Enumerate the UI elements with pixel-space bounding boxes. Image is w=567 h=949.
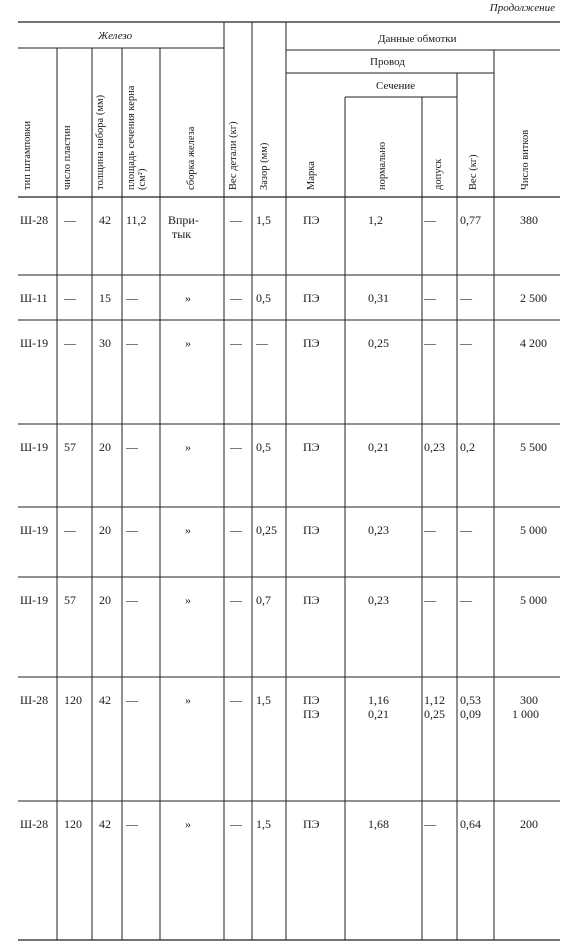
row-5-wire-brand: ПЭ <box>303 523 320 537</box>
col-header-wire-weight: Вес (кг) <box>468 154 479 190</box>
row-1-gap: 1,5 <box>256 213 271 227</box>
row-6-section-nominal: 0,23 <box>368 593 389 607</box>
col-header-core-area: площадь сечения керна (см²) <box>126 85 148 190</box>
row-4-turns: 5 500 <box>520 440 547 454</box>
row-2-section-tolerance: — <box>424 291 436 305</box>
row-8-gap: 1,5 <box>256 817 271 831</box>
row-7-wire-weight: 0,53 <box>460 693 481 707</box>
row-2-wire-weight: — <box>460 291 472 305</box>
row-1-wire-brand: ПЭ <box>303 213 320 227</box>
row-7-gap: 1,5 <box>256 693 271 707</box>
row-4-wire-weight: 0,2 <box>460 440 475 454</box>
row-6-stamp-type: Ш-19 <box>20 593 49 607</box>
col-header-section-tolerance: допуск <box>433 158 444 190</box>
row-3-core-area: — <box>126 336 138 350</box>
row-3-turns: 4 200 <box>520 336 547 350</box>
row-7-section-tolerance-2: 0,25 <box>424 707 445 721</box>
col-header-gap: Зазор (мм) <box>259 142 270 190</box>
col-header-section-nominal: нормально <box>377 141 388 190</box>
row-6-stack-thickness: 20 <box>99 593 111 607</box>
row-2-stack-thickness: 15 <box>99 291 111 305</box>
wire-group-header: Провод <box>370 56 405 68</box>
row-4-stamp-type: Ш-19 <box>20 440 49 454</box>
row-8-part-weight: — <box>230 817 242 831</box>
row-5-gap: 0,25 <box>256 523 277 537</box>
row-3-wire-brand: ПЭ <box>303 336 320 350</box>
row-5-part-weight: — <box>230 523 242 537</box>
row-3-stack-thickness: 30 <box>99 336 111 350</box>
row-5-section-nominal: 0,23 <box>368 523 389 537</box>
row-7-stack-thickness: 42 <box>99 693 111 707</box>
row-8-turns: 200 <box>520 817 538 831</box>
iron-group-header: Железо <box>98 30 133 42</box>
row-7-iron-assembly: » <box>185 693 191 707</box>
row-2-plate-count: — <box>64 291 76 305</box>
row-4-core-area: — <box>126 440 138 454</box>
row-7-section-tolerance: 1,12 <box>424 693 445 707</box>
row-8-iron-assembly: » <box>185 817 191 831</box>
row-6-core-area: — <box>126 593 138 607</box>
row-5-wire-weight: — <box>460 523 472 537</box>
row-6-section-tolerance: — <box>424 593 436 607</box>
col-header-turns: Число витков <box>520 129 531 190</box>
row-2-stamp-type: Ш-11 <box>20 291 48 305</box>
row-7-section-nominal-2: 0,21 <box>368 707 389 721</box>
col-header-stamp-type: тип штамповки <box>22 120 33 190</box>
row-3-stamp-type: Ш-19 <box>20 336 49 350</box>
row-6-wire-brand: ПЭ <box>303 593 320 607</box>
row-1-section-tolerance: — <box>424 213 436 227</box>
row-4-section-nominal: 0,21 <box>368 440 389 454</box>
row-8-stack-thickness: 42 <box>99 817 111 831</box>
row-7-plate-count: 120 <box>64 693 82 707</box>
row-3-iron-assembly: » <box>185 336 191 350</box>
row-4-section-tolerance: 0,23 <box>424 440 445 454</box>
row-6-plate-count: 57 <box>64 593 76 607</box>
row-7-stamp-type: Ш-28 <box>20 693 49 707</box>
row-7-part-weight: — <box>230 693 242 707</box>
row-7-turns-2: 1 000 <box>512 707 539 721</box>
row-3-section-tolerance: — <box>424 336 436 350</box>
row-5-stamp-type: Ш-19 <box>20 523 49 537</box>
row-7-section-nominal: 1,16 <box>368 693 389 707</box>
row-1-stamp-type: Ш-28 <box>20 213 49 227</box>
row-3-part-weight: — <box>230 336 242 350</box>
row-1-stack-thickness: 42 <box>99 213 111 227</box>
row-5-plate-count: — <box>64 523 76 537</box>
row-8-section-tolerance: — <box>424 817 436 831</box>
row-4-part-weight: — <box>230 440 242 454</box>
row-3-section-nominal: 0,25 <box>368 336 389 350</box>
row-6-turns: 5 000 <box>520 593 547 607</box>
row-8-stamp-type: Ш-28 <box>20 817 49 831</box>
col-header-part-weight: Вес детали (кг) <box>228 121 239 190</box>
row-1-plate-count: — <box>64 213 76 227</box>
row-4-stack-thickness: 20 <box>99 440 111 454</box>
winding-group-header: Данные обмотки <box>378 33 457 45</box>
col-header-wire-brand: Марка <box>306 161 317 190</box>
col-header-plate-count: число пластин <box>62 125 73 190</box>
continued-label: Продолжение <box>489 2 555 14</box>
row-7-wire-brand-2: ПЭ <box>303 707 320 721</box>
row-4-wire-brand: ПЭ <box>303 440 320 454</box>
row-3-wire-weight: — <box>460 336 472 350</box>
row-1-turns: 380 <box>520 213 538 227</box>
row-2-turns: 2 500 <box>520 291 547 305</box>
row-5-turns: 5 000 <box>520 523 547 537</box>
row-5-section-tolerance: — <box>424 523 436 537</box>
row-3-plate-count: — <box>64 336 76 350</box>
row-1-section-nominal: 1,2 <box>368 213 383 227</box>
row-7-turns: 300 <box>520 693 538 707</box>
row-7-wire-weight-2: 0,09 <box>460 707 481 721</box>
row-2-wire-brand: ПЭ <box>303 291 320 305</box>
row-8-wire-brand: ПЭ <box>303 817 320 831</box>
row-7-wire-brand: ПЭ <box>303 693 320 707</box>
row-2-iron-assembly: » <box>185 291 191 305</box>
row-7-core-area: — <box>126 693 138 707</box>
row-1-iron-assembly: Впри- <box>168 213 199 227</box>
row-8-core-area: — <box>126 817 138 831</box>
row-8-wire-weight: 0,64 <box>460 817 481 831</box>
col-header-iron-assembly: сборка железа <box>186 126 197 190</box>
row-3-gap: — <box>256 336 268 350</box>
row-4-gap: 0,5 <box>256 440 271 454</box>
row-5-core-area: — <box>126 523 138 537</box>
row-1-core-area: 11,2 <box>126 213 147 227</box>
row-4-plate-count: 57 <box>64 440 76 454</box>
row-2-gap: 0,5 <box>256 291 271 305</box>
row-1-part-weight: — <box>230 213 242 227</box>
row-6-gap: 0,7 <box>256 593 271 607</box>
row-2-part-weight: — <box>230 291 242 305</box>
row-6-iron-assembly: » <box>185 593 191 607</box>
row-5-stack-thickness: 20 <box>99 523 111 537</box>
row-1-iron-assembly-line2: тык <box>172 227 192 241</box>
col-header-stack-thickness: толщина набора (мм) <box>95 94 106 190</box>
row-1-wire-weight: 0,77 <box>460 213 481 227</box>
row-5-iron-assembly: » <box>185 523 191 537</box>
row-2-core-area: — <box>126 291 138 305</box>
row-6-part-weight: — <box>230 593 242 607</box>
section-group-header: Сечение <box>376 80 416 92</box>
row-2-section-nominal: 0,31 <box>368 291 389 305</box>
row-8-section-nominal: 1,68 <box>368 817 389 831</box>
row-4-iron-assembly: » <box>185 440 191 454</box>
row-8-plate-count: 120 <box>64 817 82 831</box>
row-6-wire-weight: — <box>460 593 472 607</box>
